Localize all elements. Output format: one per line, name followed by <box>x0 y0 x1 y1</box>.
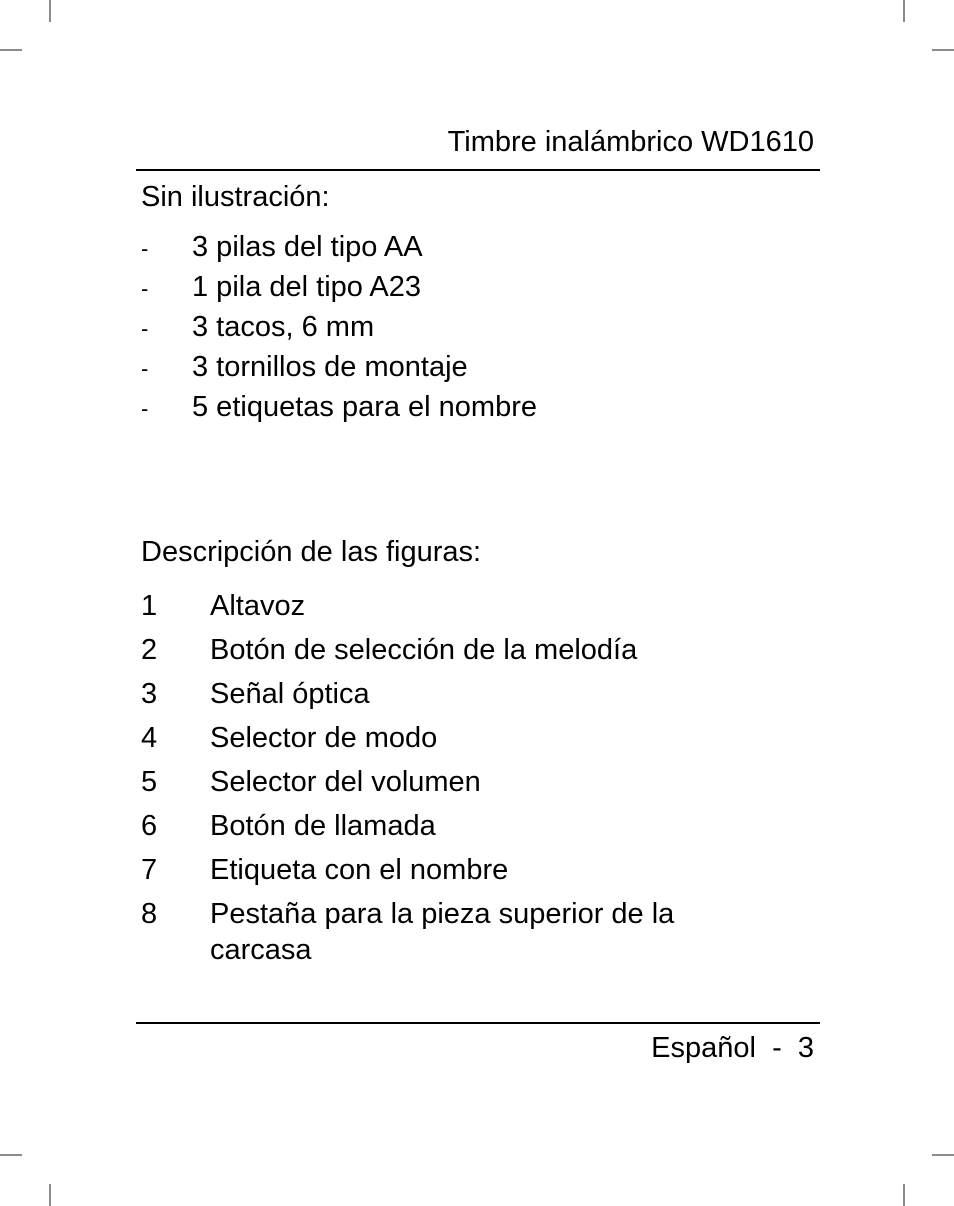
figure-description: Botón de selección de la melodía <box>210 634 638 666</box>
page-header-title: Timbre inalámbrico WD1610 <box>447 126 814 158</box>
bullet-dash: - <box>141 316 149 341</box>
figure-description: Selector de modo <box>210 722 438 754</box>
bullet-dash: - <box>141 236 149 261</box>
footer-rule <box>136 1022 820 1024</box>
list-item <box>141 764 730 800</box>
figures-list <box>141 588 730 976</box>
list-item-text: 5 etiquetas para el nombre <box>192 391 537 423</box>
list-item <box>141 632 730 668</box>
figure-number: 7 <box>141 854 158 886</box>
figure-description: Etiqueta con el nombre <box>210 854 509 886</box>
crop-mark-bottom-left <box>49 1184 51 1206</box>
list-item-text: 3 tacos, 6 mm <box>192 311 375 343</box>
header-rule <box>136 169 820 171</box>
figure-description: Señal óptica <box>210 678 370 710</box>
bullet-dash: - <box>141 276 149 301</box>
page-footer <box>651 1030 814 1066</box>
figures-heading: Descripción de las figuras: <box>141 536 482 568</box>
list-item <box>141 808 730 844</box>
figure-number: 4 <box>141 722 158 754</box>
page-number: 3 <box>797 1032 814 1064</box>
list-item <box>141 896 730 968</box>
figure-number: 6 <box>141 810 158 842</box>
figure-number: 2 <box>141 634 158 666</box>
footer-separator: - <box>772 1032 782 1064</box>
crop-mark-right-bottom <box>932 1154 954 1156</box>
list-item <box>141 720 730 756</box>
list-item <box>141 852 730 888</box>
figure-number: 8 <box>141 898 158 930</box>
crop-mark-top-right <box>903 0 905 22</box>
crop-mark-right-top <box>932 49 954 51</box>
crop-mark-top-left <box>49 0 51 22</box>
crop-mark-bottom-right <box>903 1184 905 1206</box>
list-item <box>141 588 730 624</box>
not-illustrated-heading: Sin ilustración: <box>141 181 330 213</box>
figure-number: 5 <box>141 766 158 798</box>
figure-description: Pestaña para la pieza superior de la carcasa <box>210 898 675 966</box>
figure-number: 1 <box>141 590 158 622</box>
list-item-text: 3 pilas del tipo AA <box>192 231 423 263</box>
footer-language: Español <box>651 1032 756 1064</box>
list-item-text: 1 pila del tipo A23 <box>192 271 421 303</box>
bullet-dash: - <box>141 356 149 381</box>
list-item <box>141 676 730 712</box>
crop-mark-left-bottom <box>0 1154 22 1156</box>
figure-description: Botón de llamada <box>210 810 436 842</box>
figure-description: Altavoz <box>210 590 306 622</box>
crop-mark-left-top <box>0 49 22 51</box>
list-item-text: 3 tornillos de montaje <box>192 351 468 383</box>
bullet-dash: - <box>141 396 149 421</box>
figure-description: Selector del volumen <box>210 766 481 798</box>
figure-number: 3 <box>141 678 158 710</box>
